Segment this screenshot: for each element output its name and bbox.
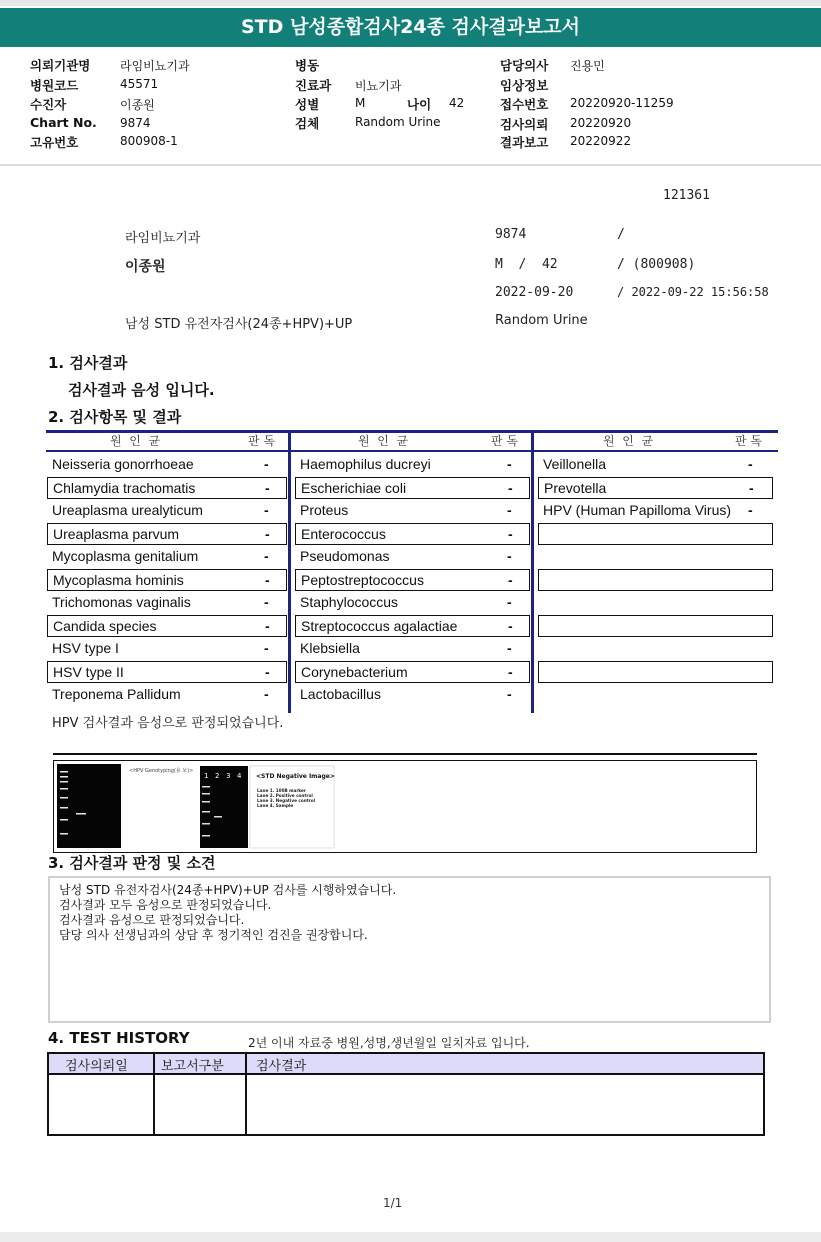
pathogen-result: - (264, 456, 269, 472)
results-table-col-divider (531, 430, 534, 713)
result-row (538, 500, 773, 522)
institution-value: 라임비뇨기과 (120, 59, 190, 73)
gel-legend-line: Lane 1. 100B marker (257, 788, 306, 793)
gel-lane-number: 1 (204, 772, 209, 780)
result-row (47, 615, 287, 637)
history-table-header (49, 1054, 763, 1075)
result-row (47, 477, 287, 499)
unique-label: 고유번호 (30, 135, 79, 150)
gel-lane-number: 4 (237, 772, 242, 780)
section1-summary: 검사결과 음성 입니다. (68, 381, 215, 399)
print-number: 121361 (663, 188, 710, 203)
history-col-result: 검사결과 (256, 1059, 307, 1074)
result-row (295, 523, 530, 545)
result-row (295, 454, 530, 476)
result-row (538, 661, 773, 683)
pathogen-result: - (264, 594, 269, 610)
pathogen-name: Lactobacillus (300, 686, 381, 702)
gel-images (54, 761, 754, 851)
pathogen-name: Ureaplasma parvum (53, 526, 180, 542)
hpv-caption: <HPV Genotyping(용 보)> (129, 768, 194, 774)
print-specimen: Random Urine (495, 313, 588, 328)
pathogen-name: Neisseria gonorrhoeae (52, 456, 194, 472)
print-test-name: 남성 STD 유전자검사(24종+HPV)+UP (125, 317, 353, 332)
pathogen-name: Enterococcus (301, 526, 386, 542)
section3-heading: 3. 검사결과 판정 및 소견 (48, 854, 216, 872)
section2-heading: 2. 검사항목 및 결과 (48, 408, 182, 426)
pathogen-name: Ureaplasma urealyticum (52, 502, 203, 518)
print-dob: / (800908) (617, 257, 696, 272)
page-number: 1/1 (383, 1196, 403, 1210)
pathogen-name: Candida species (53, 618, 157, 634)
doctor-value: 진용민 (570, 59, 605, 73)
result-row (295, 569, 530, 591)
pathogen-name: Mycoplasma hominis (53, 572, 184, 588)
hpv-note: HPV 검사결과 음성으로 판정되었습니다. (52, 716, 284, 731)
request-value: 20220920 (570, 116, 632, 130)
chart-label: Chart No. (30, 115, 97, 130)
print-sex-age: M / 42 (495, 257, 558, 272)
section4-heading: 4. TEST HISTORY (48, 1029, 190, 1047)
pathogen-result: - (507, 456, 512, 472)
pathogen-name: Streptococcus agalactiae (301, 618, 458, 634)
result-row (295, 638, 530, 660)
result-row (538, 569, 773, 591)
col2-pathogen-header: 원 인 균 (358, 434, 409, 448)
gel-legend-line: Lane 3. Negative control (257, 798, 316, 803)
result-row (538, 592, 773, 614)
pathogen-name: Proteus (300, 502, 349, 518)
result-row (47, 592, 287, 614)
print-clinic: 라임비뇨기과 (125, 231, 201, 246)
results-table-col-divider (288, 430, 291, 713)
result-row (47, 569, 287, 591)
pathogen-result: - (507, 594, 512, 610)
pathogen-result: - (508, 526, 513, 542)
receipt-value: 20220920-11259 (570, 96, 674, 110)
history-col-request-date: 검사의뢰일 (65, 1059, 128, 1074)
pathogen-result: - (508, 480, 513, 496)
pathogen-result: - (507, 640, 512, 656)
history-note: 2년 이내 자료중 병원,성명,생년월일 일치자료 입니다. (248, 1036, 530, 1050)
col1-pathogen-header: 원 인 균 (110, 434, 161, 448)
header-divider (0, 164, 821, 166)
pathogen-name: HSV type I (52, 640, 119, 656)
pathogen-name: Corynebacterium (301, 664, 408, 680)
result-row (538, 546, 773, 568)
age-value: 42 (449, 96, 465, 110)
col3-judgement-header: 판 독 (735, 434, 762, 448)
pathogen-result: - (748, 456, 753, 472)
pathogen-result: - (507, 502, 512, 518)
pathogen-result: - (749, 480, 754, 496)
pathogen-name: Veillonella (543, 456, 607, 472)
history-col-divider (153, 1054, 155, 1134)
sex-value: M (355, 96, 366, 110)
sex-label: 성별 (295, 97, 320, 112)
pathogen-name: Mycoplasma genitalium (52, 548, 199, 564)
result-row (295, 684, 530, 706)
specimen-value: Random Urine (355, 115, 441, 129)
pathogen-name: Peptostreptococcus (301, 572, 424, 588)
pathogen-result: - (748, 502, 753, 518)
gel-image-panel (53, 760, 757, 853)
pathogen-name: Klebsiella (300, 640, 360, 656)
findings-line: 남성 STD 유전자검사(24종+HPV)+UP 검사를 시행하였습니다. (59, 883, 397, 897)
result-row (47, 523, 287, 545)
dept-value: 비뇨기과 (355, 79, 402, 93)
pathogen-name: Chlamydia trachomatis (53, 480, 196, 496)
pathogen-name: Escherichiae coli (301, 480, 407, 496)
col2-judgement-header: 판 독 (491, 434, 518, 448)
top-border (0, 0, 821, 6)
pathogen-result: - (264, 640, 269, 656)
print-chart: 9874 (495, 227, 527, 242)
unique-value: 800908-1 (120, 134, 178, 148)
report-title: STD 남성종합검사24종 검사결과보고서 (0, 8, 821, 47)
result-row (295, 661, 530, 683)
history-col-divider (245, 1054, 247, 1134)
pathogen-result: - (507, 686, 512, 702)
result-row (295, 500, 530, 522)
pathogen-name: HSV type II (53, 664, 124, 680)
pathogen-result: - (265, 572, 270, 588)
gel-legend-line: Lane 4. Sample (257, 803, 294, 808)
result-row (538, 454, 773, 476)
col3-pathogen-header: 원 인 균 (603, 434, 654, 448)
std-image-title: <STD Negative Image> (256, 773, 335, 780)
dept-label: 진료과 (295, 78, 332, 93)
gel-legend-line: Lane 2. Positive control (257, 793, 313, 798)
results-table-header-border (46, 450, 778, 452)
pathogen-result: - (507, 548, 512, 564)
result-row (47, 661, 287, 683)
findings-line: 검사결과 음성으로 판정되었습니다. (59, 913, 245, 927)
report-date-label: 결과보고 (500, 135, 549, 150)
institution-label: 의뢰기관명 (30, 58, 91, 73)
result-row (538, 523, 773, 545)
specimen-label: 검체 (295, 116, 320, 131)
section1-heading: 1. 검사결과 (48, 354, 128, 372)
pathogen-name: Prevotella (544, 480, 607, 496)
bottom-border (0, 1232, 821, 1242)
result-row (47, 500, 287, 522)
findings-box (48, 876, 771, 1023)
pathogen-result: - (264, 686, 269, 702)
findings-line: 검사결과 모두 음성으로 판정되었습니다. (59, 898, 272, 912)
receipt-label: 접수번호 (500, 97, 549, 112)
pathogen-result: - (265, 480, 270, 496)
pathogen-name: Pseudomonas (300, 548, 390, 564)
patient-value: 이종원 (120, 98, 155, 112)
age-label: 나이 (407, 97, 432, 112)
report-header (0, 56, 821, 156)
print-date-request: 2022-09-20 (495, 285, 574, 300)
history-col-report-type: 보고서구분 (161, 1059, 224, 1074)
result-row (47, 546, 287, 568)
pathogen-name: Staphylococcus (300, 594, 399, 610)
gel-lane-number: 3 (226, 772, 231, 780)
clinical-label: 임상정보 (500, 78, 549, 93)
report-date-value: 20220922 (570, 134, 632, 148)
pathogen-result: - (265, 618, 270, 634)
col1-judgement-header: 판 독 (248, 434, 275, 448)
gel-lane-number: 2 (215, 772, 220, 780)
result-row (47, 454, 287, 476)
doctor-label: 담당의사 (500, 58, 549, 73)
gel-top-rule (53, 753, 757, 755)
pathogen-result: - (265, 664, 270, 680)
pathogen-result: - (508, 572, 513, 588)
result-row (295, 592, 530, 614)
pathogen-result: - (264, 548, 269, 564)
patient-label: 수진자 (30, 97, 67, 112)
ward-label: 병동 (295, 58, 320, 73)
pathogen-result: - (508, 664, 513, 680)
history-table (47, 1052, 765, 1136)
result-row (295, 615, 530, 637)
result-row (538, 615, 773, 637)
hospital-code-value: 45571 (120, 77, 159, 91)
result-row (295, 477, 530, 499)
print-date-report: / 2022-09-22 15:56:58 (617, 285, 769, 299)
pathogen-name: Trichomonas vaginalis (52, 594, 191, 610)
request-label: 검사의뢰 (500, 117, 549, 132)
result-row (538, 477, 773, 499)
result-row (295, 546, 530, 568)
pathogen-name: HPV (Human Papilloma Virus) (543, 502, 732, 518)
result-row (538, 638, 773, 660)
pathogen-result: - (264, 502, 269, 518)
hospital-code-label: 병원코드 (30, 78, 79, 93)
pathogen-name: Haemophilus ducreyi (300, 456, 431, 472)
print-slash: / (617, 227, 625, 242)
findings-line: 담당 의사 선생님과의 상담 후 정기적인 검진을 권장합니다. (59, 928, 368, 942)
result-row (47, 684, 287, 706)
print-patient-name: 이종원 (125, 259, 166, 275)
pathogen-name: Treponema Pallidum (52, 686, 181, 702)
pathogen-result: - (265, 526, 270, 542)
result-row (47, 638, 287, 660)
chart-value: 9874 (120, 116, 151, 130)
pathogen-result: - (508, 618, 513, 634)
